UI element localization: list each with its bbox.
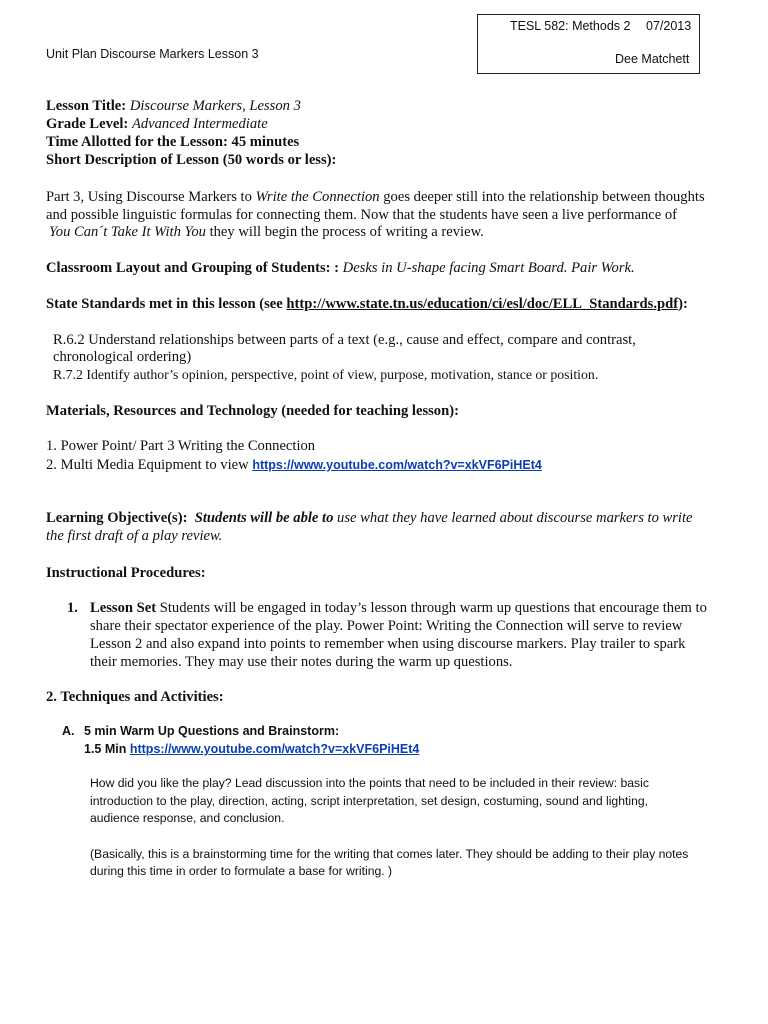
description-line-2: and possible linguistic formulas for connecting them. Now that the students have seen a live performance of: [46, 207, 678, 223]
standards-label-end: ):: [678, 296, 688, 312]
lesson-set-line-3: Lesson 2 and also expand into points to remember when using discourse markers. Play trailer to spark: [90, 636, 686, 652]
objectives-line-1: [46, 509, 693, 527]
objectives-line-2: the first draft of a play review.: [46, 528, 223, 544]
standards-label: State Standards met in this lesson (see: [46, 296, 287, 312]
objectives-label: Learning Objective(s):: [46, 510, 188, 526]
standards-line: [46, 295, 688, 313]
procedures-label: Instructional Procedures:: [46, 565, 206, 581]
techniques-label: 2. Techniques and Activities:: [46, 689, 224, 705]
lesson-set-label: Lesson Set: [90, 600, 157, 616]
lesson-set-line-2: share their spectator experience of the play. Power Point: Writing the Connection will serve to review: [90, 618, 683, 634]
activity-sub-line: [84, 742, 419, 756]
course-date: 07/2013: [646, 19, 692, 33]
unit-plan-title: Unit Plan Discourse Markers Lesson 3: [46, 47, 259, 61]
lesson-title-label: Lesson Title:: [46, 98, 127, 114]
warmup-line-2: introduction to the play, direction, acting, script interpretation, set design, costuming, sound and lighting,: [90, 794, 649, 808]
time-allotted: Time Allotted for the Lesson: 45 minutes: [46, 134, 300, 150]
brainstorm-note-line-2: during this time in order to formulate a base for writing. ): [90, 864, 393, 878]
materials-item-1: 1. Power Point/ Part 3 Writing the Connection: [46, 438, 316, 454]
standards-url[interactable]: http://www.state.tn.us/education/ci/esl/doc/ELL_Standards.pdf: [286, 296, 679, 312]
desc-text: Part 3, Using Discourse Markers to: [46, 189, 256, 205]
materials-item-2-text: 2. Multi Media Equipment to view: [46, 457, 253, 473]
classroom-layout-value: Desks in U-shape facing Smart Board. Pair Work.: [342, 260, 635, 276]
course-code: TESL 582: Methods 2: [510, 19, 631, 33]
activity-letter: A.: [62, 724, 75, 738]
classroom-layout-label: Classroom Layout and Grouping of Students: :: [46, 260, 340, 276]
materials-label: Materials, Resources and Technology (needed for teaching lesson):: [46, 403, 459, 419]
materials-item-2: [46, 456, 542, 474]
description-line-1: [46, 188, 705, 206]
short-description-label: Short Description of Lesson (50 words or less):: [46, 152, 337, 168]
procedure-number: 1.: [67, 600, 78, 616]
classroom-layout-line: [46, 259, 635, 277]
standard-r72: R.7.2 Identify author’s opinion, perspective, point of view, purpose, motivation, stance or position.: [53, 367, 599, 382]
play-title: You Can´t Take It With You: [49, 224, 206, 240]
desc-text: they will begin the process of writing a review.: [205, 224, 484, 240]
objectives-swbat: Students will be able to: [194, 510, 334, 526]
lesson-title-value: Discourse Markers, Lesson 3: [129, 98, 301, 114]
standard-r62-line-2: chronological ordering): [53, 349, 192, 365]
lesson-set-line-1: [90, 599, 707, 617]
lesson-title-line: [46, 97, 301, 115]
author-name: Dee Matchett: [615, 52, 690, 66]
youtube-link-2[interactable]: https://www.youtube.com/watch?v=xkVF6PiHEt4: [129, 742, 420, 756]
desc-text: goes deeper still into the relationship between thoughts: [379, 189, 705, 205]
desc-italic: Write the Connection: [255, 189, 380, 205]
grade-level-label: Grade Level:: [46, 116, 129, 132]
warmup-line-3: audience response, and conclusion.: [90, 811, 285, 825]
lesson-set-line-4: their memories. They may use their notes during the warm up questions.: [90, 654, 513, 670]
youtube-link[interactable]: https://www.youtube.com/watch?v=xkVF6PiHEt4: [252, 458, 542, 472]
description-line-3: [49, 223, 484, 241]
standard-r62-line-1: R.6.2 Understand relationships between parts of a text (e.g., cause and effect, compare and contrast,: [53, 332, 636, 348]
lesson-set-text: Students will be engaged in today’s lesson through warm up questions that encourage them to: [156, 600, 707, 616]
activity-sub-duration: 1.5 Min: [84, 742, 130, 756]
objectives-text: use what they have learned about discourse markers to write: [333, 510, 693, 526]
grade-level-line: [46, 115, 268, 133]
activity-title: 5 min Warm Up Questions and Brainstorm:: [84, 724, 340, 738]
warmup-line-1: How did you like the play? Lead discussion into the points that need to be included in their review: basic: [90, 776, 649, 790]
grade-level-value: Advanced Intermediate: [131, 116, 268, 132]
brainstorm-note-line-1: (Basically, this is a brainstorming time for the writing that comes later. They should be adding to their play notes: [90, 847, 689, 861]
